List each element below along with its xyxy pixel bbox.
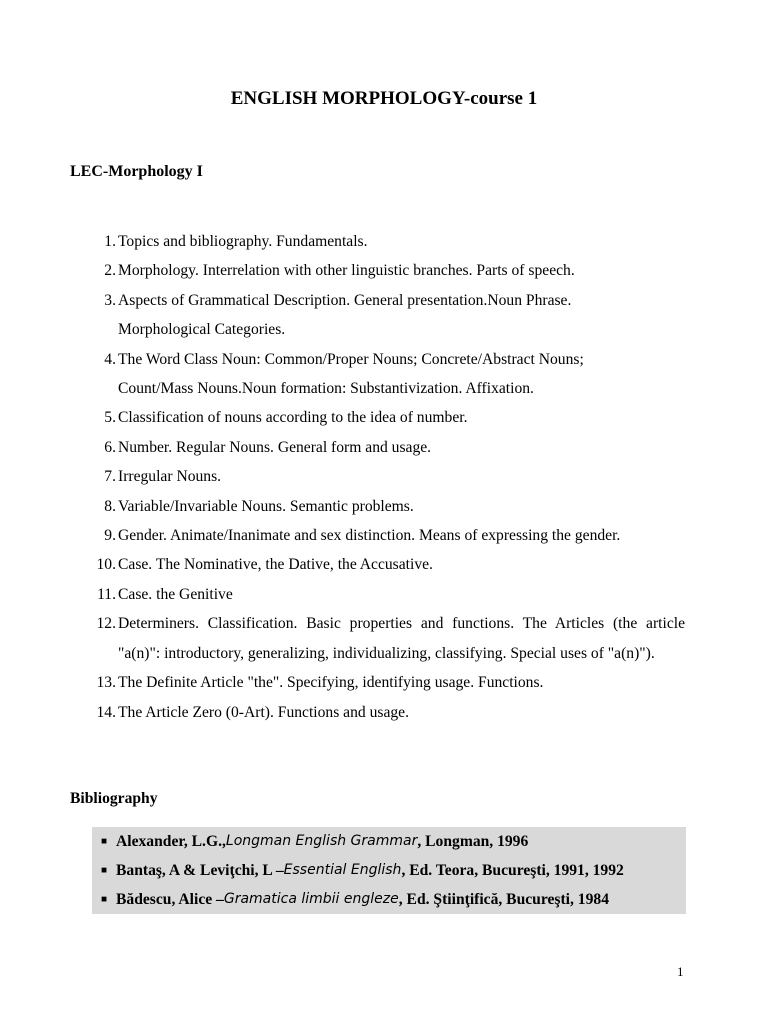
bib-publisher: , Longman, 1996 <box>417 833 529 850</box>
item-number: 11. <box>97 585 116 603</box>
bibliography-item <box>92 885 686 914</box>
bib-author: Bădescu, Alice – <box>116 891 224 908</box>
item-number: 4. <box>104 350 116 368</box>
list-item <box>70 550 685 579</box>
item-text: The Article Zero (0-Art). Functions and usage. <box>118 703 409 721</box>
bib-work-title: Essential English <box>283 862 402 878</box>
item-number: 2. <box>104 262 116 280</box>
item-text: The Definite Article "the". Specifying, identifying usage. Functions. <box>118 674 544 692</box>
item-text: Irregular Nouns. <box>118 468 222 486</box>
item-number: 13. <box>96 674 116 692</box>
item-text: Classification of nouns according to the idea of number. <box>118 409 468 427</box>
bib-publisher: , Ed. Ştiinţifică, Bucureşti, 1984 <box>398 891 609 908</box>
item-text: Case. the Genitive <box>118 585 233 603</box>
list-item <box>70 521 685 550</box>
item-number: 10. <box>96 556 116 574</box>
item-text: Number. Regular Nouns. General form and usage. <box>118 438 432 456</box>
bibliography-item <box>92 856 686 885</box>
course-subtitle: LEC-Morphology I <box>70 163 203 180</box>
item-text: Determiners. Classification. Basic properties and functions. The Articles (the article "a(n)": introductory, generalizing, individualizing, classifying. Special uses of "a(n)"). <box>118 615 685 662</box>
list-item <box>70 286 685 345</box>
square-bullet-icon: ■ <box>100 836 108 847</box>
bib-work-title: Gramatica limbii engleze <box>223 891 399 907</box>
item-text: Case. The Nominative, the Dative, the Accusative. <box>118 556 433 574</box>
list-item <box>70 256 685 285</box>
item-number: 6. <box>104 438 116 456</box>
item-number: 14. <box>96 703 116 721</box>
list-item <box>70 462 685 491</box>
square-bullet-icon: ■ <box>100 894 108 905</box>
list-item <box>70 227 685 256</box>
item-number: 1. <box>104 233 116 250</box>
bib-author: Alexander, L.G., <box>116 833 226 850</box>
list-item <box>70 698 685 727</box>
page-number: 1 <box>677 964 684 979</box>
item-text: Topics and bibliography. Fundamentals. <box>118 233 368 250</box>
bibliography-item <box>92 827 686 856</box>
bib-author: Bantaş, A & Leviţchi, L – <box>116 862 284 879</box>
list-item <box>70 345 685 404</box>
square-bullet-icon: ■ <box>100 865 108 876</box>
list-item <box>70 403 685 432</box>
topics-list <box>70 227 685 727</box>
item-number: 7. <box>104 468 116 486</box>
list-item <box>70 492 685 521</box>
item-text: Variable/Invariable Nouns. Semantic problems. <box>118 497 414 515</box>
item-number: 3. <box>104 291 116 309</box>
list-item <box>70 580 685 609</box>
item-text: The Word Class Noun: Common/Proper Nouns; Concrete/Abstract Nouns; Count/Mass Nouns.Noun formation: Substantivization. Affixation. <box>118 350 584 398</box>
list-item <box>70 609 685 668</box>
item-number: 9. <box>104 527 116 545</box>
item-text: Aspects of Grammatical Description. General presentation.Noun Phrase. Morphological Categories. <box>118 291 572 339</box>
bib-publisher: , Ed. Teora, Bucureşti, 1991, 1992 <box>401 862 624 879</box>
list-item <box>70 668 685 697</box>
item-number: 8. <box>104 497 116 515</box>
document-title: ENGLISH MORPHOLOGY-course 1 <box>230 88 538 109</box>
bib-work-title: Longman English Grammar <box>225 833 418 849</box>
item-text: Morphology. Interrelation with other linguistic branches. Parts of speech. <box>118 262 575 280</box>
bibliography-heading: Bibliography <box>70 790 158 807</box>
item-number: 12. <box>96 615 116 633</box>
bibliography-list <box>92 827 686 914</box>
item-number: 5. <box>104 409 116 427</box>
item-text: Gender. Animate/Inanimate and sex distinction. Means of expressing the gender. <box>118 527 621 545</box>
list-item <box>70 433 685 462</box>
